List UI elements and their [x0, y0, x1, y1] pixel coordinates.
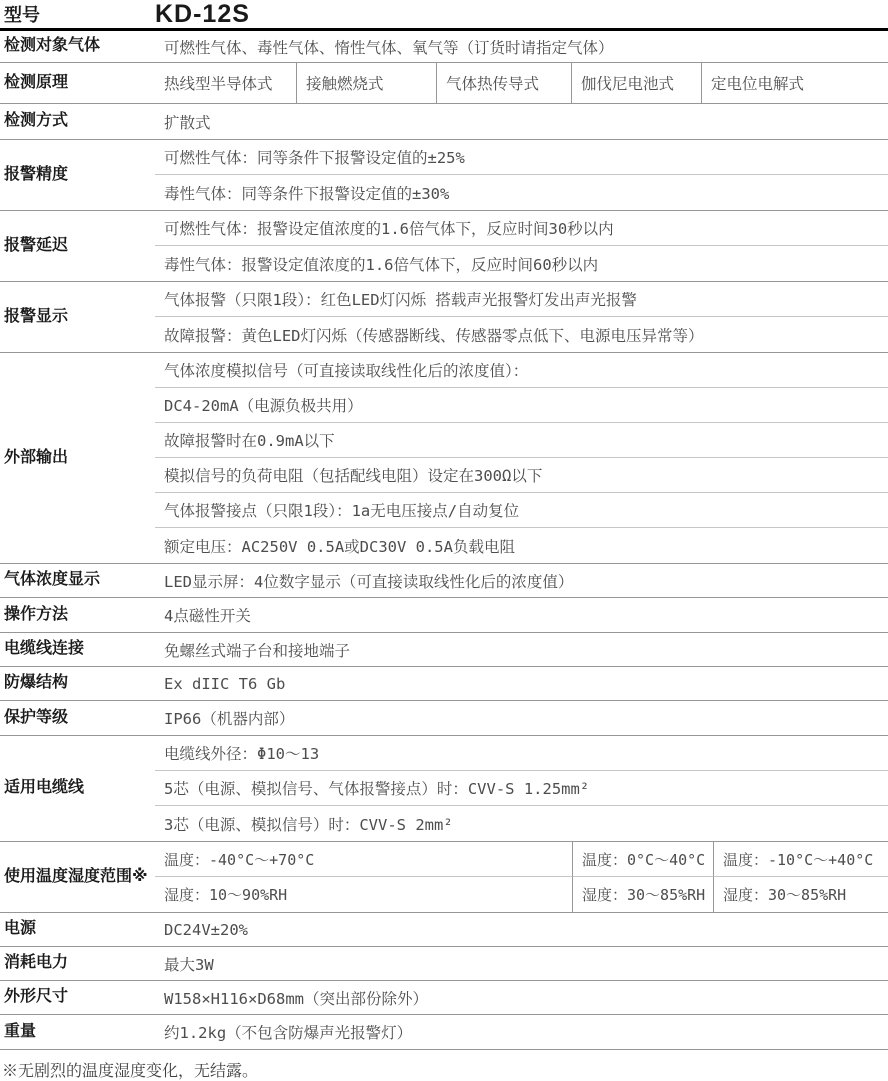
- spec-row-operation-method: [0, 598, 888, 633]
- principle-cell: 接触燃烧式: [297, 63, 437, 103]
- subline: 故障报警：黄色LED灯闪烁（传感器断线、传感器零点低下、电源电压异常等）: [164, 326, 704, 345]
- subline: 电缆线外径：Φ10～13: [155, 736, 888, 771]
- row-sublines: [155, 211, 888, 281]
- subline: 模拟信号的负荷电阻（包括配线电阻）设定在300Ω以下: [155, 458, 888, 493]
- row-value: Ex dIIC T6 Gb: [164, 674, 286, 693]
- subline: 气体报警接点（只限1段）：1a无电压接点/自动复位: [155, 493, 888, 528]
- principle-columns: [155, 63, 888, 103]
- row-value: LED显示屏：4位数字显示（可直接读取线性化后的浓度值）: [164, 572, 574, 591]
- row-label: 重量: [4, 1022, 37, 1040]
- row-value: 免螺丝式端子台和接地端子: [164, 641, 351, 660]
- row-value: IP66（机器内部）: [164, 710, 295, 728]
- spec-row-concentration-display: [0, 564, 888, 598]
- subline: 气体浓度模拟信号（可直接读取线性化后的浓度值）：: [155, 353, 888, 388]
- row-label: 检测方式: [4, 112, 69, 130]
- principle-cell: 伽伐尼电池式: [572, 63, 702, 103]
- temp-humidity-grid: [155, 842, 888, 912]
- model-header-row: [0, 0, 888, 31]
- row-label: 检测对象气体: [4, 37, 101, 55]
- principle-cell: 定电位电解式: [711, 75, 805, 93]
- spec-row-target-gases: [0, 31, 888, 63]
- spec-row-alarm-display: [0, 282, 888, 353]
- row-label: 气体浓度显示: [4, 571, 101, 589]
- temp-cell: 温度：0°C～40°C: [572, 842, 713, 877]
- row-value: DC24V±20%: [164, 920, 248, 939]
- row-label: 电源: [4, 920, 37, 938]
- row-value: 可燃性气体、毒性气体、惰性气体、氧气等（订货时请指定气体）: [164, 38, 614, 57]
- spec-row-alarm-delay: [0, 211, 888, 282]
- spec-row-explosion-proof: [0, 667, 888, 701]
- row-sublines: [155, 282, 888, 352]
- spec-row-dimensions: [0, 981, 888, 1015]
- row-value: 最大3W: [164, 955, 214, 974]
- row-sublines: [155, 353, 888, 563]
- temp-cell: 温度：-10°C～+40°C: [713, 842, 888, 877]
- row-label: 保护等级: [4, 708, 69, 726]
- row-sublines: [155, 140, 888, 210]
- row-label: 外形尺寸: [4, 988, 69, 1006]
- subline: 毒性气体：报警设定值浓度的1.6倍气体下，反应时间60秒以内: [164, 255, 599, 274]
- subline: 故障报警时在0.9mA以下: [155, 423, 888, 458]
- row-value: 约1.2kg（不包含防爆声光报警灯）: [164, 1024, 413, 1042]
- subline: 3芯（电源、模拟信号）时：CVV-S 2mm²: [164, 815, 453, 834]
- humidity-cell: 湿度：30～85%RH: [713, 877, 888, 912]
- subline: 额定电压：AC250V 0.5A或DC30V 0.5A负载电阻: [164, 537, 515, 556]
- subline: 可燃性气体：同等条件下报警设定值的±25%: [155, 140, 888, 175]
- spec-row-cable-connection: [0, 633, 888, 667]
- row-value: W158×H116×D68mm（突出部份除外）: [164, 989, 428, 1008]
- row-label: 报警延迟: [4, 236, 69, 254]
- row-label: 操作方法: [4, 605, 69, 623]
- spec-row-detection-principle: [0, 63, 888, 104]
- subline: 可燃性气体：报警设定值浓度的1.6倍气体下，反应时间30秒以内: [155, 211, 888, 246]
- row-label: 使用温度湿度范围※: [4, 867, 148, 885]
- row-label: 报警显示: [4, 307, 69, 325]
- row-label: 消耗电力: [4, 954, 69, 972]
- humidity-cell: 湿度：10～90%RH: [164, 886, 288, 904]
- model-label: 型号: [4, 5, 40, 25]
- subline: 5芯（电源、模拟信号、气体报警接点）时：CVV-S 1.25mm²: [155, 771, 888, 806]
- principle-cell: 热线型半导体式: [155, 63, 297, 103]
- subline: 毒性气体：同等条件下报警设定值的±30%: [164, 184, 450, 203]
- row-value: 4点磁性开关: [164, 607, 251, 625]
- spec-row-alarm-accuracy: [0, 140, 888, 211]
- spec-row-power-consumption: [0, 947, 888, 981]
- spec-row-applicable-cable: [0, 736, 888, 842]
- spec-row-power-supply: [0, 913, 888, 947]
- temp-cell: 温度：-40°C～+70°C: [155, 842, 572, 877]
- spec-row-temp-humidity-range: [0, 842, 888, 913]
- row-label: 防爆结构: [4, 674, 69, 692]
- row-label: 适用电缆线: [4, 779, 85, 797]
- spec-row-protection-rating: [0, 701, 888, 736]
- footnote: ※无剧烈的温度湿度变化，无结露。: [2, 1061, 259, 1080]
- model-number: KD-12S: [155, 0, 250, 28]
- spec-row-weight: [0, 1015, 888, 1050]
- spec-row-detection-method: [0, 104, 888, 140]
- row-label: 电缆线连接: [4, 640, 85, 658]
- subline: 气体报警（只限1段）：红色LED灯闪烁 搭载声光报警灯发出声光报警: [155, 282, 888, 317]
- humidity-cell: 湿度：30～85%RH: [572, 877, 713, 912]
- subline: DC4-20mA（电源负极共用）: [155, 388, 888, 423]
- principle-cell: 气体热传导式: [437, 63, 572, 103]
- row-label: 外部输出: [4, 448, 69, 466]
- spec-row-external-output: [0, 353, 888, 564]
- row-value: 扩散式: [164, 113, 211, 132]
- row-label: 报警精度: [4, 165, 69, 183]
- row-sublines: [155, 736, 888, 841]
- row-label: 检测原理: [4, 73, 69, 91]
